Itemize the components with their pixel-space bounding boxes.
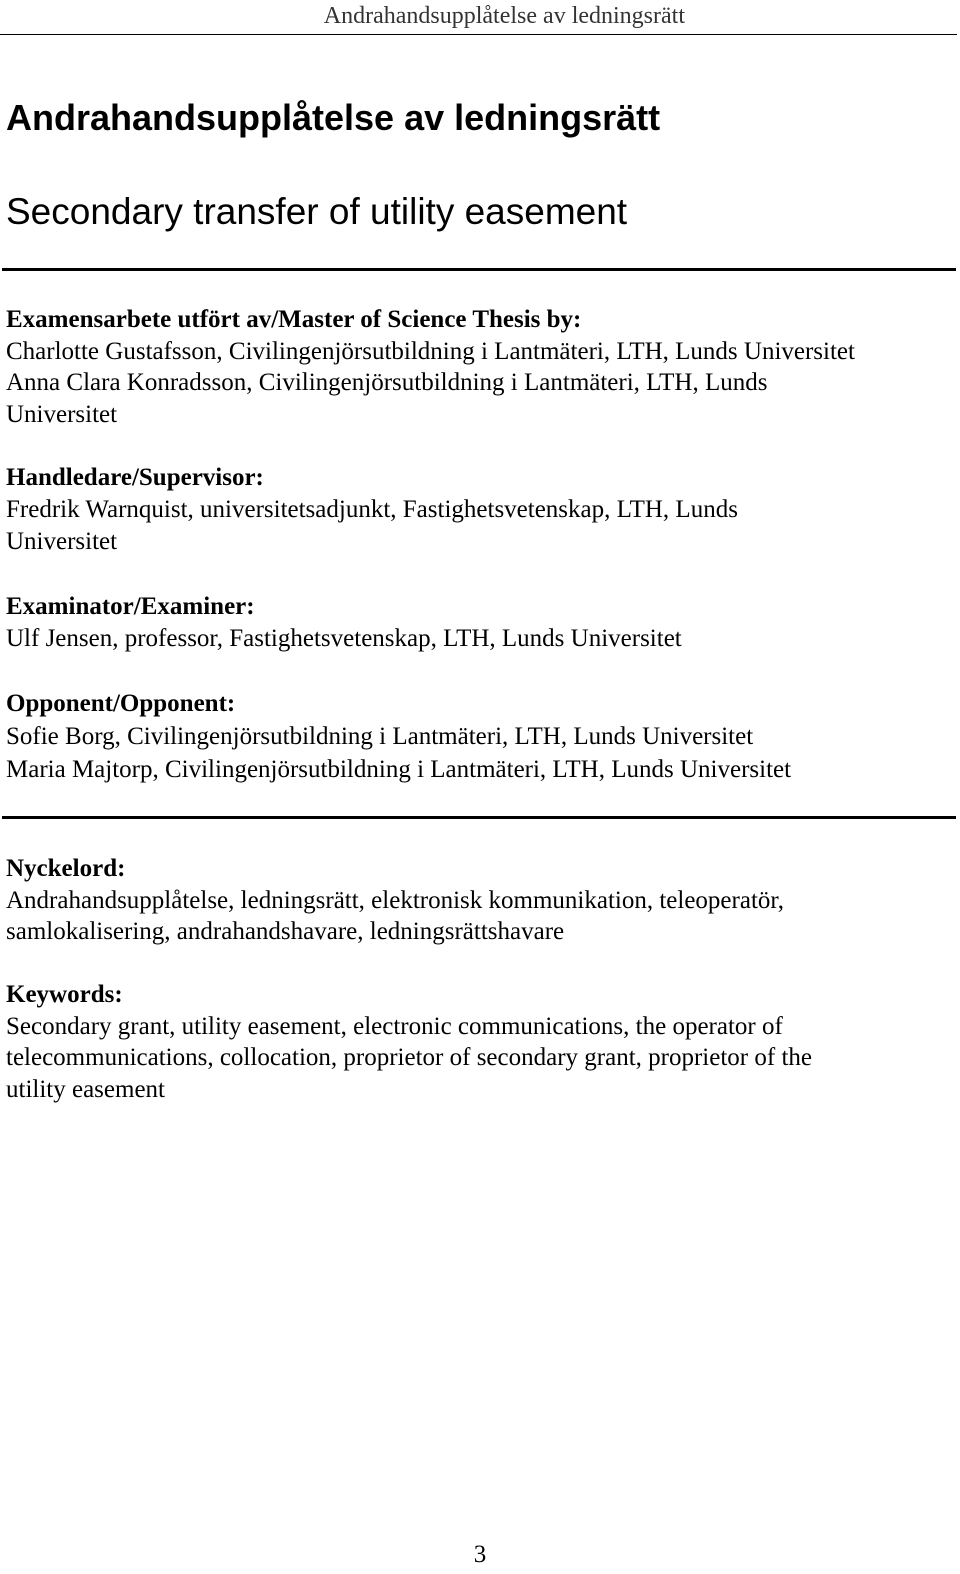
keywords-section [6, 979, 906, 1105]
keywords-heading: Keywords: [6, 981, 123, 1008]
examiner-section [6, 591, 906, 654]
nyckelord-line: samlokalisering, andrahandshavare, ledningsrättshavare [6, 918, 565, 945]
title-english: Secondary transfer of utility easement [6, 191, 628, 232]
nyckelord-heading: Nyckelord: [6, 855, 126, 882]
opponent-section [6, 687, 906, 786]
supervisor-line: Universitet [6, 528, 118, 555]
author-line: Charlotte Gustafsson, Civilingenjörsutbildning i Lantmäteri, LTH, Lunds Universitet [6, 337, 855, 365]
opponent-line: Maria Majtorp, Civilingenjörsutbildning i Lantmäteri, LTH, Lunds Universitet [6, 756, 792, 783]
supervisor-section [6, 462, 906, 558]
keywords-line: Secondary grant, utility easement, electronic communications, the operator of [6, 1012, 783, 1040]
nyckelord-section [6, 853, 906, 948]
keywords-line: telecommunications, collocation, proprietor of secondary grant, proprietor of the [6, 1044, 812, 1071]
author-line: Universitet [6, 400, 118, 428]
nyckelord-line: Andrahandsupplåtelse, ledningsrätt, elektronisk kommunikation, teleoperatör, [6, 886, 784, 914]
supervisor-line: Fredrik Warnquist, universitetsadjunkt, Fastighetsvetenskap, LTH, Lunds [6, 496, 738, 523]
opponent-line: Sofie Borg, Civilingenjörsutbildning i Lantmäteri, LTH, Lunds Universitet [6, 723, 754, 750]
running-header-text: Andrahandsupplåtelse av ledningsrätt [323, 3, 685, 29]
authors-section [6, 304, 906, 430]
page-number: 3 [473, 1541, 487, 1568]
examiner-heading: Examinator/Examiner: [6, 593, 255, 620]
authors-heading: Examensarbete utfört av/Master of Science Thesis by: [6, 306, 582, 333]
horizontal-rule-bottom [2, 816, 956, 819]
author-line: Anna Clara Konradsson, Civilingenjörsutbildning i Lantmäteri, LTH, Lunds [6, 369, 768, 396]
opponent-heading: Opponent/Opponent: [6, 690, 236, 717]
examiner-line: Ulf Jensen, professor, Fastighetsvetenskap, LTH, Lunds Universitet [6, 624, 682, 652]
title-swedish: Andrahandsupplåtelse av ledningsrätt [6, 97, 661, 138]
horizontal-rule-top [2, 268, 956, 271]
running-header [0, 0, 957, 35]
keywords-line: utility easement [6, 1075, 165, 1103]
supervisor-heading: Handledare/Supervisor: [6, 464, 264, 491]
